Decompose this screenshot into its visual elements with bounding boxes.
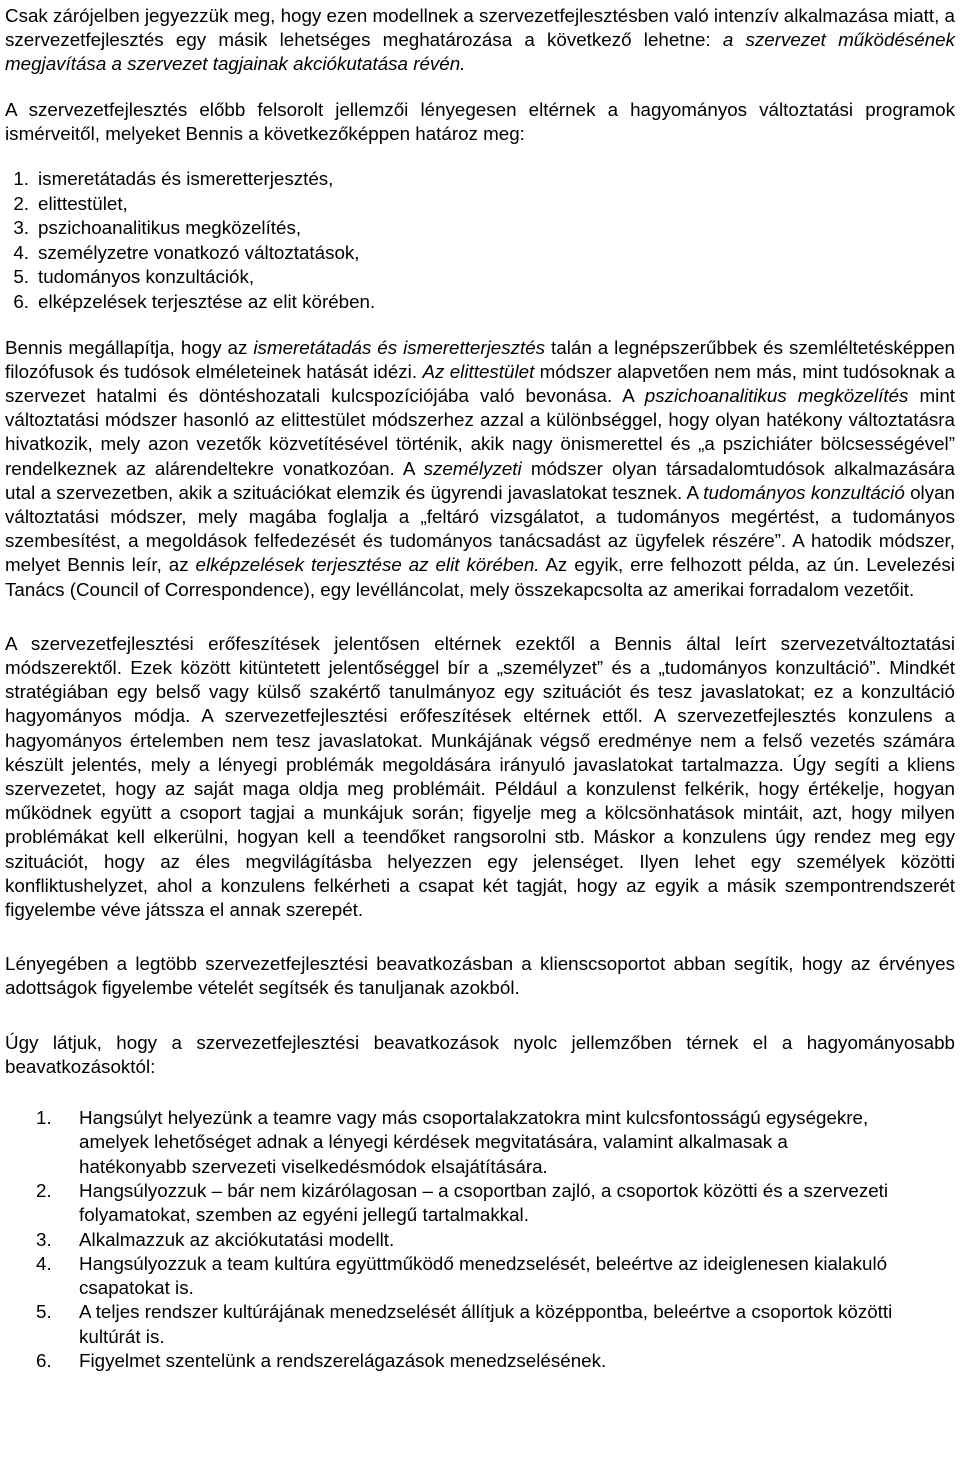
list-item [5, 192, 955, 217]
bennis-methods-list [5, 167, 955, 315]
list-item-text: Hangsúlyozzuk a team kultúra együttműködő menedzselését, beleértve az ideiglenesen kialakuló csapatokat is. [79, 1252, 888, 1299]
italic-text: személyzeti [423, 457, 522, 479]
list-item-text: Hangsúlyt helyezünk a teamre vagy más csoportalakzatokra mint kulcsfontosságú egységekre, amelyek lehetőséget adnak a lényegi kérdések megvitatására, valamint alkalmasak a hatékonyabb szervezeti viselkedésmódok elsajátítására. [79, 1107, 869, 1177]
paragraph-summary: Lényegében a legtöbb szervezetfejlesztési beavatkozásban a klienscsoportot abban segítik, hogy az érvényes adottságok figyelembe vételét segítsék és tanuljanak azokból. [5, 953, 955, 999]
list-item [5, 241, 955, 266]
list-item-text: Alkalmazzuk az akciókutatási modellt. [79, 1228, 395, 1250]
list-item [5, 216, 955, 241]
italic-text: ismeretátadás és ismeretterjesztés [253, 336, 546, 358]
paragraph-od-efforts: A szervezetfejlesztési erőfeszítések jelentősen eltérnek ezektől a Bennis által leírt szervezetváltoztatási módszerektől. Ezek között kitüntetett jelentőséggel bír a „személyzet” és a „tudományos konzultáció”. Mindkét stratégiában egy belső vagy külső szakértő tanulmányoz egy szituációt és tesz javaslatokat; ez a konzultáció hagyományos módja. A szervezetfejlesztési erőfeszítések eltérnek ettől. A szervezetfejlesztés konzulens a hagyományos értelemben nem tesz javaslatokat. Munkájának végső eredménye nem a felső vezetés számára készült jelentés, mely a lényegi problémák megoldására irányuló javaslatokat tartalmazza. Úgy segíti a kliens szervezetet, hogy az saját maga oldja meg problémáit. Például a konzulenst felkérik, hogy értékelje, hogyan működnek együtt a csoport tagjai a munkájuk során; figyelje meg a kölcsönhatások mintáit, azt, hogy milyen problémákat kell elkerülni, hogyan kell a teendőket rangsorolni stb. Máskor a konzulens úgy rendez meg egy szituációt, hogy az éles megvilágításba helyezzen egy jelenséget. Ilyen lehet egy személyek közötti konfliktushelyzet, ahol a konzulens felkérheti a csapat két tagját, hogy az egyik a másik szempontrendszerét figyelembe véve játssza el annak szerepét. [5, 632, 955, 921]
list-item-text: személyzetre vonatkozó változtatások, [38, 241, 360, 263]
text-segment: Az egyik, erre felhozott példa, az ún. Levelezési Tanács (Council of Correspondence), egy levélláncolat, mely összekapcsolta az amerikai forradalom vezetőit. [5, 554, 955, 600]
paragraph-intro [5, 4, 955, 77]
text-segment: olyan változtatási módszer, mely magába foglalja a „feltáró vizsgálatot, a tudományos megértést, a tudományos szembesítést, a megoldások felfedezését és tudományos tanácsadást az ügyfelek részére”. A hatodik módszer, melyet Bennis leír, az [5, 481, 956, 576]
italic-text: Az elittestület [422, 360, 535, 382]
list-item-number: 6. [36, 1350, 52, 1372]
list-item [5, 1300, 955, 1349]
list-item [5, 1349, 955, 1373]
list-item-number: 4. [36, 1252, 52, 1274]
list-item-number: 3. [13, 217, 29, 239]
list-item-text: pszichoanalitikus megközelítés, [38, 217, 302, 239]
list-item [5, 1106, 955, 1179]
list-item-number: 1. [13, 168, 29, 190]
list-item-number: 2. [13, 192, 29, 214]
text-segment: Csak zárójelben jegyezzük meg, hogy ezen modellnek a szervezetfejlesztésben való intenzív alkalmazása miatt, a szervezetfejlesztés egy másik lehetséges meghatározása a következő lehetne: [5, 5, 955, 51]
list-item [5, 1179, 955, 1228]
list-item-number: 5. [36, 1301, 52, 1323]
text-segment: mint változtatási módszer hasonló az elittestület módszerhez azzal a különbséggel, hogy olyan hatékony változtatásra hivatkozik, mely azon vezetők közvetítésével történik, akik nagy önismerettel és „a pszichiáter bölcsességével” rendelkeznek az alárendeltekre vonatkozóan. A [5, 384, 955, 479]
list-item-number: 1. [36, 1107, 52, 1129]
list-item-number: 4. [13, 241, 29, 263]
list-item [5, 167, 955, 192]
list-item-number: 5. [13, 266, 29, 288]
list-item-text: elképzelések terjesztése az elit körében. [38, 290, 376, 312]
list-item [5, 290, 955, 315]
list-item-number: 2. [36, 1179, 52, 1201]
list-item-text: Figyelmet szentelünk a rendszerelágazások menedzselésének. [79, 1350, 607, 1372]
paragraph-bennis-intro: A szervezetfejlesztés előbb felsorolt jellemzői lényegesen eltérnek a hagyományos változtatási programok ismérveitől, melyeket Bennis a következőképpen határoz meg: [5, 98, 955, 144]
list-item-text: elittestület, [38, 192, 128, 214]
italic-text: a szervezet működésének megjavítása a szervezet tagjainak akciókutatása révén. [5, 29, 956, 75]
list-item-text: A teljes rendszer kultúrájának menedzselését állítjuk a középpontba, beleértve a csoportok közötti kultúrát is. [79, 1301, 893, 1347]
paragraph-bennis-analysis [5, 336, 955, 602]
text-segment: talán a legnépszerűbbek és szemléltetésképpen filozófusok és tudósok elméleteinek hatását idézi. [5, 336, 955, 382]
list-item-text: tudományos konzultációk, [38, 266, 255, 288]
list-item-text: ismeretátadás és ismeretterjesztés, [38, 168, 334, 190]
list-item [5, 1228, 955, 1252]
italic-text: tudományos konzultáció [703, 481, 905, 503]
italic-text: elképzelések terjesztése az elit körében. [195, 554, 540, 576]
list-item-number: 3. [36, 1228, 52, 1250]
list-item [5, 265, 955, 290]
text-segment: módszer alapvetően nem más, mint tudósoknak a szervezet hatalmi és döntéshozatali kulcspozíciójába való bevonása. A [5, 360, 955, 406]
list-item [5, 1252, 955, 1301]
od-characteristics-list [5, 1106, 955, 1373]
list-item-number: 6. [13, 290, 29, 312]
list-item-text: Hangsúlyozzuk – bár nem kizárólagosan – a csoportban zajló, a csoportok közötti és a szervezeti folyamatokat, szemben az egyéni jellegű tartalmakkal. [79, 1179, 889, 1226]
paragraph-eight-characteristics: Úgy látjuk, hogy a szervezetfejlesztési beavatkozások nyolc jellemzőben térnek el a hagyományosabb beavatkozásoktól: [5, 1031, 955, 1077]
text-segment: módszer olyan társadalomtudósok alkalmazására utal a szervezetben, akik a szituációkat elemzik és ügyrendi javaslatokat tesznek. A [5, 457, 955, 503]
text-segment: Bennis megállapítja, hogy az [5, 336, 254, 358]
italic-text: pszichoanalitikus megközelítés [644, 384, 909, 406]
